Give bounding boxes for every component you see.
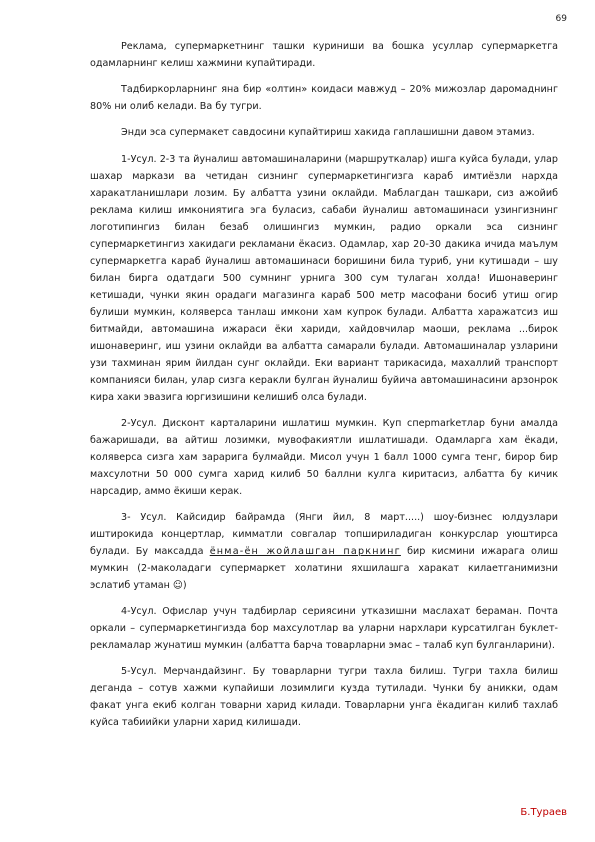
paragraph-method-1: 1-Усул. 2-3 та йуналиш автомашиналарини (маршруткалар) ишга куйса булади, улар шахар маркази ва четидан сизнинг супермаркетингизга караб имтиёзли нархда харакатланишлари лозим. Бу албатта узини оклайди. Маблагдан ташкари, сиз ажойиб реклама килиш имкониятига эга буласиз, сабаби йуналиш автомашинаси узингизнинг логотипингиз билан безаб олишингиз мумкин, радио оркали эса сизнинг супермаркетингиз хакидаги рекламани ёкасиз. Одамлар, хар 20-30 дакика ичида маълум супермаркетга караб йуналиш автомашинаси боришини била туриб, уни кутишади – шу билан бирга одатдаги 500 сумнинг урнига 300 сум тулаган холда! Ишонаверинг кетишади, чунки якин орадаги магазинга караб 500 метр масофани босиб утиш огир булиши мумкин, коляверса танлаш имкони хам купрок булади. Албатта харажатсиз иш битмайди, автомашина ижараси ёки хариди, хайдовчилар маоши, реклама ...бирок ишонаверинг, иш узини оклайди ва албатта самарали булади. Автомашиналар узларини узи тахминан ярим йилдан сунг оклайди. Еки вариант тарикасида, махаллий транспорт компанияси билан, улар сизга керакли булган йуналиш буйича автомашинасини арзонрок кира хаки эвазига юргизишини келишиб олса булади. (90, 153, 558, 403)
author-signature: Б.Тураев (520, 807, 567, 818)
paragraph-1: Реклама, супермаркетнинг ташки куриниши ва бошка усуллар супермаркетга одамларнинг келиш хажмини купайтиради. (90, 41, 558, 69)
paragraph-method-3 (90, 509, 558, 594)
paragraph-method-2 (90, 415, 558, 500)
method-3-text-end: бир кисмини ижарага олиш мумкин (2-маколадаги супермаркет холатини яхшилашга харакат килаетганимизни эслатиб утаман ☺) (90, 545, 559, 591)
method-3-text: 3- Усул. Кайсидир байрамда (Янги йил, 8 март.....) шоу-бизнес юлдузлари иштирокида концертлар, кимматли совгалар топшириладиган конкурслар уюштирса булади. Бу максадда (90, 511, 558, 557)
paragraph-method-5: 5-Усул. Мерчандайзинг. Бу товарларни тугри тахла билиш. Тугри тахла билиш деганда – сотув хажми купайиши лозимлиги кузда тутилади. Чунки бу аникки, одам факат унга екиб колган товарни харид килади. Товарларни унга ёкадиган килиб тахлаб куйса табиийки уларни харид килишади. (90, 666, 558, 729)
body-text (90, 38, 558, 741)
method-2-text: 2-Усул. Дисконт карталарини ишлатиш мумкин. Куп сперmarkетлар буни амалда бажаришади, ва айтиш лозимки, мувофакиятли ишлатишади. Одамларга хам ёкади, коляверса сизга хам зарарига булмайди. Мисол учун 1 балл 1000 сумга тенг, бирор бир махсулотни 50 000 сумга харид килиб 50 баллни кулга киритасиз, албатта бу кичик нарсадир, аммо ёкиши керак. (90, 417, 558, 497)
underlined-phrase: ёнма-ён жойлашган паркнинг (209, 545, 401, 557)
paragraph-2: Тадбиркорларнинг яна бир «олтин» коидаси мавжуд – 20% мижозлар даромаднинг 80% ни олиб келади. Ва бу тугри. (90, 84, 558, 113)
paragraph-method-4: 4-Усул. Офислар учун тадбирлар сериясини утказишни маслахат бераман. Почта оркали – супермаркетингизда бор махсулотлар ва уларни нархлари курсатилган буклет-рекламалар жунатиш мумкин (албатта барча товарларни эмас – талаб куп булганларини). (90, 606, 558, 652)
paragraph-3: Энди эса супермакет савдосини купайтириш хакида гаплашишни давом этамиз. (121, 127, 535, 139)
page-number: 69 (555, 14, 567, 24)
